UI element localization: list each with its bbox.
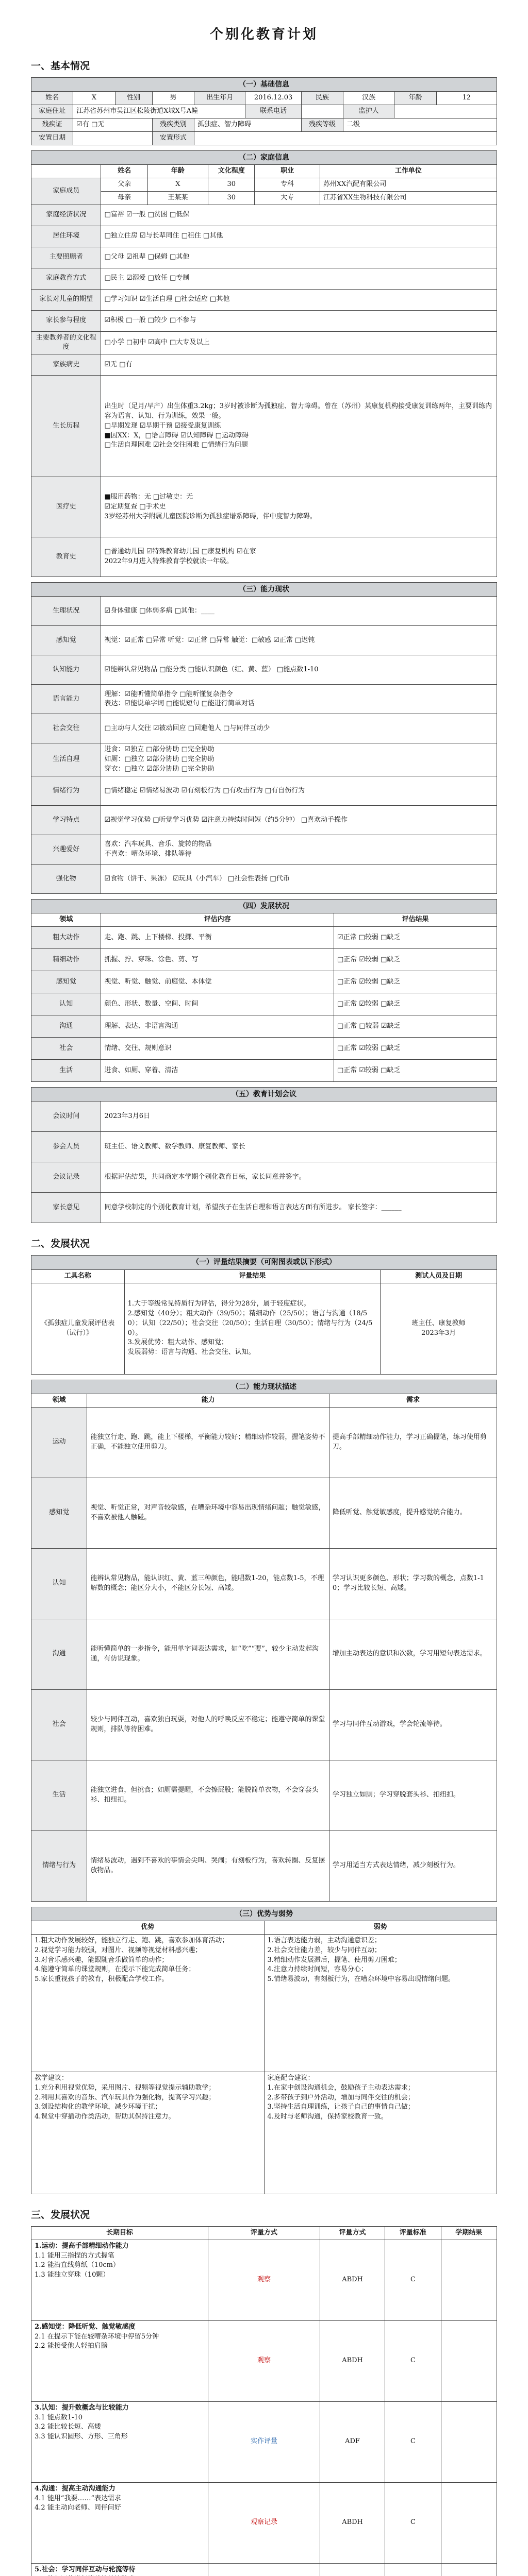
- ability-desc-band: （二）能力现状描述: [31, 1380, 497, 1394]
- family-items: [31, 205, 497, 376]
- value-disability-type: 孤独症、智力障碍: [194, 118, 302, 131]
- family-head: [31, 164, 497, 178]
- ability-desc-row: [31, 1831, 497, 1901]
- ability-desc-row: [31, 1619, 497, 1689]
- family-item-value: ☑积极 □一般 □较少 □不参与: [101, 310, 497, 331]
- assessment-content: 颜色、形状、数量、空间、时间: [101, 993, 334, 1015]
- long-term-goal: 4.沟通：提高主动沟通能力: [35, 2484, 116, 2493]
- goal-result: C: [385, 2320, 441, 2401]
- ability-item-label: 兴趣爱好: [31, 835, 101, 865]
- assessment-head-cell: 评估结果: [334, 913, 497, 927]
- ability-desc-head-cell: 领域: [31, 1394, 87, 1407]
- label-name: 姓名: [31, 92, 73, 105]
- eval-head: [31, 1269, 497, 1283]
- ability-desc-need: 提高手部精细动作能力，学习正确握笔，练习使用剪刀。: [329, 1407, 497, 1478]
- ability-item-value: □情绪稳定 ☑情绪易波动 ☑有刻板行为 □有攻击行为 □有自伤行为: [101, 776, 497, 806]
- goal-row: [31, 2563, 497, 2576]
- goal-text: [31, 2401, 208, 2482]
- family-item-value: □父母 ☑祖辈 □保姆 □其他: [101, 247, 497, 268]
- assessment-row: [31, 971, 497, 993]
- ability-desc-domain: 社会: [31, 1689, 87, 1760]
- meeting-item-value: 班主任、语文教师、数学教师、康复教师、家长: [101, 1132, 497, 1162]
- assessment-row: [31, 1038, 497, 1060]
- family-item-row: [31, 247, 497, 268]
- edu-label: 教育史: [31, 537, 101, 577]
- label-placement-form: 安置形式: [152, 131, 194, 145]
- edu-row: [31, 537, 497, 577]
- goal-text: [31, 2320, 208, 2401]
- assessment-content: 视觉、听觉、触觉、前庭觉、本体觉: [101, 971, 334, 993]
- assessment-result: □正常 ☑较弱 □缺乏: [334, 993, 497, 1015]
- ability-item-value: 进食：☑独立 □部分协助 □完全协助 如厕：□独立 ☑部分协助 □完全协助 穿衣：□独立 ☑部分协助 □完全协助: [101, 743, 497, 776]
- family-item-value: □民主 ☑溺爱 □放任 □专制: [101, 268, 497, 289]
- ability-desc-need: 学习与同伴互动游戏，学会轮流等待。: [329, 1689, 497, 1760]
- ability-item-row: [31, 685, 497, 714]
- ability-table: [31, 582, 497, 894]
- section-title-goals: 三、发展状况: [31, 2209, 90, 2221]
- assessment-row: [31, 1015, 497, 1038]
- meeting-band: （五）教育计划会议: [31, 1088, 497, 1101]
- value-disability-cert: ☑有 □无: [73, 118, 153, 131]
- eval-head-cell: 测试人员及日期: [381, 1269, 497, 1283]
- label-address: 家庭住址: [31, 105, 73, 118]
- label-guardian: 监护人: [343, 105, 394, 118]
- family-item-value: □学习知识 ☑生活自理 □社会适应 □其他: [101, 289, 497, 310]
- growth-label: 生长历程: [31, 376, 101, 477]
- family-head-cell: 工作单位: [320, 164, 497, 178]
- family-cell: 母亲: [101, 191, 147, 205]
- goal-result: C: [385, 2401, 441, 2482]
- ability-desc-need: 学习用适当方式表达情绪，减少刻板行为。: [329, 1831, 497, 1901]
- label-age: 年龄: [394, 92, 436, 105]
- family-item-label: 家长参与程度: [31, 310, 101, 331]
- ability-desc-head-cell: 需求: [329, 1394, 497, 1407]
- goal-method: 观察: [208, 2320, 320, 2401]
- assessment-content: 走、跑、跳、上下楼梯、投掷、平衡: [101, 927, 334, 949]
- eval-head-cell: 工具名称: [31, 1269, 125, 1283]
- meeting-item-label: 会议记录: [31, 1162, 101, 1193]
- ability-desc-domain: 生活: [31, 1760, 87, 1831]
- growth-text: 出生时（足月/早产）出生体重3.2kg；3岁时被诊断为孤独症、智力障碍。曾在（苏州）某康复机构接受康复训练两年，主要训练内容为语言、认知、行为训练，效果一般。 □早期发现 ☑早期干预 ☑接受康复训练 ■因XX：X，□语言障碍 ☑认知障碍 □运动障碍 □生活自理困难 ☑社会交往困难 □情绪行为问题: [101, 376, 497, 477]
- family-cell: 江苏省XX生物科技有限公司: [320, 191, 497, 205]
- assessment-domain: 沟通: [31, 1015, 101, 1038]
- value-age: 12: [436, 92, 497, 105]
- meeting-item-row: [31, 1162, 497, 1193]
- value-placement-form: [194, 131, 497, 145]
- goal-method: [208, 2563, 320, 2576]
- goals-rows: [31, 2240, 497, 2576]
- short-term-goals: 3.1 能点数1-10 3.2 能比较长短、高矮 3.3 能认识圆形、方形、三角形: [35, 2413, 128, 2441]
- family-head-cell: 年龄: [147, 164, 208, 178]
- ability-item-label: 情绪行为: [31, 776, 101, 806]
- goal-result: [385, 2563, 441, 2576]
- swot-strength: 1.粗大动作发展较好，能独立行走、跑、跳，喜欢参加体育活动； 2.视觉学习能力较强，对图片、视频等视觉材料感兴趣； 3.对音乐感兴趣，能跟随音乐做简单的动作； 4.能遵守简单的课堂规则，在提示下能完成简单任务； 5.家长重视孩子的教育，积极配合学校工作。: [31, 1934, 265, 2072]
- swot-band: （三）优势与弱势: [31, 1907, 497, 1921]
- ability-desc-domain: 感知觉: [31, 1478, 87, 1548]
- ability-item-row: [31, 597, 497, 626]
- family-suggestions: 家庭配合建议： 1.在家中创设沟通机会，鼓励孩子主动表达需求； 2.多带孩子到户外活动，增加与同伴交往的机会； 3.坚持生活自理训练，让孩子自己的事情自己做； 4.及时与老师沟通，保持家校教育一致。: [264, 2072, 497, 2194]
- ability-item-label: 认知能力: [31, 655, 101, 685]
- goals-head-cell: 长期目标: [31, 2226, 208, 2240]
- family-item-row: [31, 226, 497, 247]
- family-cell: 大专: [255, 191, 320, 205]
- medical-label: 医疗史: [31, 477, 101, 537]
- family-head-cell: [31, 164, 101, 178]
- family-member-row: [31, 178, 497, 191]
- value-disability-level: 二级: [343, 118, 497, 131]
- assessment-result: □正常 ☑较弱 □缺乏: [334, 1060, 497, 1082]
- family-item-label: 主要照顾者: [31, 247, 101, 268]
- goals-head-cell: 评量标准: [385, 2226, 441, 2240]
- meeting-item-row: [31, 1132, 497, 1162]
- ability-item-row: [31, 655, 497, 685]
- goal-result: C: [385, 2482, 441, 2563]
- goal-row: [31, 2482, 497, 2563]
- ability-item-row: [31, 776, 497, 806]
- assessment-domain: 生活: [31, 1060, 101, 1082]
- family-item-row: [31, 268, 497, 289]
- ability-desc-row: [31, 1689, 497, 1760]
- meeting-item-row: [31, 1193, 497, 1223]
- growth-row: [31, 376, 497, 477]
- family-item-label: 主要教养者的文化程度: [31, 331, 101, 354]
- goals-head-cell: 评量方式: [208, 2226, 320, 2240]
- assessment-content: 进食、如厕、穿着、清洁: [101, 1060, 334, 1082]
- value-name: X: [73, 92, 115, 105]
- value-guardian: [394, 105, 497, 118]
- basic-row-2: [31, 105, 497, 118]
- ability-desc-row: [31, 1407, 497, 1478]
- label-disability-cert: 残疾证: [31, 118, 73, 131]
- goal-standard: ABDH: [320, 2320, 385, 2401]
- goal-text: [31, 2563, 208, 2576]
- assessment-row: [31, 927, 497, 949]
- swot-head: [31, 1921, 497, 1935]
- family-head-cell: 职业: [255, 164, 320, 178]
- section-title-development: 二、发展状况: [31, 1238, 90, 1250]
- ability-item-label: 社会交往: [31, 714, 101, 743]
- eval-row: [31, 1283, 497, 1374]
- eval-result: 1.大于等级常见特质行为评估，得分为28分，属于轻度症状。 2.感知觉（40分）；粗大动作（39/50）；精细动作（25/50）；语言与沟通（18/50）；认知（22/50）；社会交往（20/50）；生活自理（30/50）；情绪与行为（24/50）。 3.发展优势：粗大动作、感知觉； 发展弱势：语言与沟通、社会交往、认知。: [124, 1283, 381, 1374]
- assessment-head-cell: 评估内容: [101, 913, 334, 927]
- long-term-goal: 3.认知：提升数概念与比较能力: [35, 2403, 129, 2412]
- ability-desc-domain: 沟通: [31, 1619, 87, 1689]
- assessment-domain: 感知觉: [31, 971, 101, 993]
- ability-desc-current: 情绪易波动，遇到不喜欢的事情会尖叫、哭闹；有刻板行为，喜欢转圈、反复摆放物品。: [87, 1831, 329, 1901]
- assessment-domain: 精细动作: [31, 949, 101, 971]
- label-birth: 出生年月: [194, 92, 245, 105]
- goals-head-cell: 评量方式: [320, 2226, 385, 2240]
- medical-text: ■服用药物：无 □过敏史：无 ☑定期复查 □手术史 3岁经苏州大学附属儿童医院诊断为孤独症谱系障碍，伴中度智力障碍。: [101, 477, 497, 537]
- ability-desc-row: [31, 1760, 497, 1831]
- ability-item-value: ☑能辨认常见物品 □能分类 □能认识颜色（红、黄、蓝） □能点数1-10: [101, 655, 497, 685]
- goal-standard: ABDH: [320, 2240, 385, 2320]
- family-item-row: [31, 289, 497, 310]
- goal-note: [441, 2563, 497, 2576]
- ability-desc-need: 降低听觉、触觉敏感度，提升感觉统合能力。: [329, 1478, 497, 1548]
- family-item-value: □小学 □初中 ☑高中 □大专及以上: [101, 331, 497, 354]
- ability-desc-head: [31, 1394, 497, 1407]
- goal-standard: ADF: [320, 2401, 385, 2482]
- meeting-table: [31, 1087, 497, 1223]
- assessment-content: 情绪、交往、规则意识: [101, 1038, 334, 1060]
- assessment-head-cell: 领域: [31, 913, 101, 927]
- swot-weakness: 1.语言表达能力弱，主动沟通意识差； 2.社会交往能力差，较少与同伴互动； 3.精细动作发展滞后，握笔、使用剪刀困难； 4.注意力持续时间短，容易分心； 5.情绪易波动，有刻板行为，在嘈杂环境中容易出现情绪问题。: [264, 1934, 497, 2072]
- assessment-result: □正常 ☑较弱 □缺乏: [334, 971, 497, 993]
- ability-desc-row: [31, 1548, 497, 1619]
- swot-head-strength: 优势: [31, 1921, 265, 1935]
- family-item-label: 居住环境: [31, 226, 101, 247]
- meeting-item-label: 会议时间: [31, 1101, 101, 1132]
- assessment-result: □正常 □较弱 ☑缺乏: [334, 1015, 497, 1038]
- ability-item-value: 视觉：☑正常 □异常 听觉：☑正常 □异常 触觉：□敏感 ☑正常 □迟钝: [101, 626, 497, 655]
- basic-row-4: [31, 131, 497, 145]
- family-cell: 王某某: [147, 191, 208, 205]
- family-cell: 30: [208, 191, 255, 205]
- page-title: 个别化教育计划: [209, 27, 318, 42]
- goal-method: 观察记录: [208, 2482, 320, 2563]
- ability-desc-current: 能独立进食，但挑食；如厕需提醒，不会擦屁股；能脱简单衣物，不会穿套头衫、扣纽扣。: [87, 1760, 329, 1831]
- family-item-value: ☑无 □有: [101, 354, 497, 376]
- family-table: [31, 150, 497, 578]
- ability-desc-domain: 认知: [31, 1548, 87, 1619]
- goal-note: [441, 2401, 497, 2482]
- meeting-item-row: [31, 1101, 497, 1132]
- assessment-result: □正常 ☑较弱 □缺乏: [334, 1038, 497, 1060]
- value-ethnicity: 汉族: [343, 92, 394, 105]
- assessment-row: [31, 949, 497, 971]
- family-item-label: 家庭经济状况: [31, 205, 101, 226]
- label-disability-level: 残疾等级: [301, 118, 343, 131]
- value-phone: [301, 105, 343, 118]
- assessment-domain: 认知: [31, 993, 101, 1015]
- goal-text: [31, 2240, 208, 2320]
- ability-item-value: ☑身体健康 □体弱多病 □其他：____: [101, 597, 497, 626]
- ability-desc-need: 学习独立如厕；学习穿脱套头衫、扣纽扣。: [329, 1760, 497, 1831]
- value-gender: 男: [152, 92, 194, 105]
- swot-row: [31, 1934, 497, 2072]
- goal-standard: [320, 2563, 385, 2576]
- label-ethnicity: 民族: [301, 92, 343, 105]
- family-item-label: 家族病史: [31, 354, 101, 376]
- goals-head-cell: 学期结果: [441, 2226, 497, 2240]
- ability-item-value: 喜欢：汽车玩具、音乐、旋转的物品 不喜欢：嘈杂环境、排队等待: [101, 835, 497, 865]
- goal-standard: ABDH: [320, 2482, 385, 2563]
- ability-item-row: [31, 865, 497, 894]
- family-band: （二）家庭信息: [31, 150, 497, 164]
- goal-row: [31, 2320, 497, 2401]
- swot-row: [31, 2072, 497, 2194]
- goal-method: 实作评量: [208, 2401, 320, 2482]
- value-birth: 2016.12.03: [245, 92, 301, 105]
- family-cell: 父亲: [101, 178, 147, 191]
- long-term-goal: 5.社会：学习同伴互动与轮流等待: [35, 2565, 136, 2573]
- family-head-cell: 姓名: [101, 164, 147, 178]
- meeting-items: [31, 1101, 497, 1223]
- value-address: 江苏省苏州市吴江区松陵街道X城X号A幢: [73, 105, 245, 118]
- long-term-goal: 1.运动：提高手部精细动作能力: [35, 2242, 129, 2250]
- family-item-label: 家庭教育方式: [31, 268, 101, 289]
- goal-note: [441, 2320, 497, 2401]
- assessment-head: [31, 913, 497, 927]
- goal-method: 观察: [208, 2240, 320, 2320]
- assessment-table: [31, 899, 497, 1082]
- family-item-value: □独立住房 ☑与长辈同住 □租住 □其他: [101, 226, 497, 247]
- family-item-label: 家长对儿童的期望: [31, 289, 101, 310]
- ability-desc-head-cell: 能力: [87, 1394, 329, 1407]
- ability-item-row: [31, 835, 497, 865]
- evaluation-table: [31, 1255, 497, 1374]
- family-cell: 专科: [255, 178, 320, 191]
- ability-desc-table: [31, 1380, 497, 1902]
- goal-note: [441, 2482, 497, 2563]
- ability-item-label: 感知觉: [31, 626, 101, 655]
- ability-item-row: [31, 743, 497, 776]
- assessment-result: ☑正常 □较弱 □缺乏: [334, 927, 497, 949]
- ability-item-label: 生理状况: [31, 597, 101, 626]
- swot-table: [31, 1907, 497, 2194]
- family-item-value: □富裕 ☑一般 □贫困 □低保: [101, 205, 497, 226]
- eval-tester: 班主任、康复教师 2023年3月: [381, 1283, 497, 1374]
- short-term-goals: 1.1 能用三指捏的方式握笔 1.2 能沿直线剪纸（10cm） 1.3 能独立穿珠（10颗）: [35, 2251, 120, 2279]
- ability-desc-current: 能独立行走、跑、跳，能上下楼梯，平衡能力较好；精细动作较弱，握笔姿势不正确，不能独立使用剪刀。: [87, 1407, 329, 1478]
- ability-item-value: □主动与人交往 ☑被动回应 □回避他人 □与同伴互动少: [101, 714, 497, 743]
- ability-item-row: [31, 714, 497, 743]
- meeting-item-value: 2023年3月6日: [101, 1101, 497, 1132]
- assessment-domain: 粗大动作: [31, 927, 101, 949]
- family-item-row: [31, 310, 497, 331]
- family-head-cell: 文化程度: [208, 164, 255, 178]
- family-item-row: [31, 331, 497, 354]
- ability-desc-rows: [31, 1407, 497, 1901]
- assessment-row: [31, 1060, 497, 1082]
- ability-desc-current: 视觉、听觉正常，对声音较敏感，在嘈杂环境中容易出现情绪问题；触觉敏感，不喜欢被他人触碰。: [87, 1478, 329, 1548]
- assessment-content: 抓握、拧、穿珠、涂色、剪、写: [101, 949, 334, 971]
- section-title-basic: 一、基本情况: [31, 60, 90, 72]
- meeting-item-label: 参会人员: [31, 1132, 101, 1162]
- short-term-goals: 2.1 在提示下能在较嘈杂环境中停留5分钟 2.2 能接受他人轻拍肩膀: [35, 2332, 159, 2350]
- family-cell: X: [147, 178, 208, 191]
- long-term-goal: 2.感知觉：降低听觉、触觉敏感度: [35, 2323, 136, 2331]
- ability-item-value: ☑食物（饼干、果冻） ☑玩具（小汽车） □社会性表扬 □代币: [101, 865, 497, 894]
- meeting-item-value: 同意学校制定的个别化教育计划，希望孩子在生活自理和语言表达方面有所进步。 家长签字：______: [101, 1193, 497, 1223]
- label-phone: 联系电话: [245, 105, 301, 118]
- medical-row: [31, 477, 497, 537]
- assessment-rows: [31, 927, 497, 1082]
- ability-items: [31, 597, 497, 894]
- ability-desc-need: 学习认识更多颜色、形状；学习数的概念，点数1-10；学习比较长短、高矮。: [329, 1548, 497, 1619]
- edu-text: □普通幼儿园 ☑特殊教育幼儿园 □康复机构 ☑在家 2022年9月进入特殊教育学校就读一年级。: [101, 537, 497, 577]
- eval-tool: 《孤独症儿童发展评估表（试行）》: [31, 1283, 125, 1374]
- family-cell: 30: [208, 178, 255, 191]
- meeting-item-label: 家长意见: [31, 1193, 101, 1223]
- eval-band: （一）评量结果摘要（可附图表或以下形式）: [31, 1256, 497, 1269]
- basic-row-3: [31, 118, 497, 131]
- ability-desc-current: 能辨认常见物品，能认识红、黄、蓝三种颜色，能唱数1-20，能点数1-5，不理解数的概念；能区分大小，不能区分长短、高矮。: [87, 1548, 329, 1619]
- basic-band: （一）基础信息: [31, 78, 497, 92]
- swot-head-weakness: 弱势: [264, 1921, 497, 1935]
- ability-desc-row: [31, 1478, 497, 1548]
- value-placement-date: [73, 131, 153, 145]
- label-disability-type: 残疾类别: [152, 118, 194, 131]
- ability-band: （三）能力现状: [31, 583, 497, 597]
- ability-item-row: [31, 806, 497, 835]
- short-term-goals: 4.1 能用“我要……”表达需求 4.2 能主动向老师、同伴问好: [35, 2494, 122, 2512]
- basic-row-1: [31, 92, 497, 105]
- assessment-domain: 社会: [31, 1038, 101, 1060]
- goal-result: C: [385, 2240, 441, 2320]
- goal-row: [31, 2240, 497, 2320]
- ability-item-row: [31, 626, 497, 655]
- goals-head: [31, 2226, 497, 2240]
- goal-text: [31, 2482, 208, 2563]
- goal-row: [31, 2401, 497, 2482]
- family-cell: 苏州XX汽配有限公司: [320, 178, 497, 191]
- teaching-suggestions: 教学建议： 1.充分利用视觉优势，采用图片、视频等视觉提示辅助教学； 2.利用其喜欢的音乐、汽车玩具作为强化物，提高学习兴趣； 3.创设结构化的教学环境，减少环境干扰； 4.课堂中穿插动作类活动，帮助其保持注意力。: [31, 2072, 265, 2194]
- ability-item-value: 理解：☑能听懂简单指令 □能听懂复杂指令 表达：☑能说单字词 □能说短句 □能进行简单对话: [101, 685, 497, 714]
- ability-item-label: 强化物: [31, 865, 101, 894]
- family-member-label: 家庭成员: [31, 178, 101, 205]
- assessment-band: （四）发展状况: [31, 900, 497, 913]
- goals-table: [31, 2226, 497, 2576]
- label-gender: 性别: [115, 92, 152, 105]
- label-placement-date: 安置日期: [31, 131, 73, 145]
- assessment-content: 理解、表达、非语言沟通: [101, 1015, 334, 1038]
- ability-item-value: ☑视觉学习优势 □听觉学习优势 ☑注意力持续时间短（约5分钟） □喜欢动手操作: [101, 806, 497, 835]
- ability-desc-need: 增加主动表达的意识和次数，学习用短句表达需求。: [329, 1619, 497, 1689]
- ability-item-label: 学习特点: [31, 806, 101, 835]
- basic-info-table: [31, 77, 497, 145]
- eval-head-cell: 评量结果: [124, 1269, 381, 1283]
- family-member-row: [31, 191, 497, 205]
- ability-desc-current: 较少与同伴互动，喜欢独自玩耍，对他人的呼唤反应不稳定；能遵守简单的课堂规则，排队等待困难。: [87, 1689, 329, 1760]
- meeting-item-value: 根据评估结果，共同商定本学期个别化教育目标，家长同意并签字。: [101, 1162, 497, 1193]
- family-item-row: [31, 354, 497, 376]
- assessment-result: □正常 ☑较弱 □缺乏: [334, 949, 497, 971]
- ability-desc-domain: 运动: [31, 1407, 87, 1478]
- ability-desc-current: 能听懂简单的一步指令，能用单字词表达需求，如“吃”“要”，较少主动发起沟通，有仿说现象。: [87, 1619, 329, 1689]
- ability-desc-domain: 情绪与行为: [31, 1831, 87, 1901]
- ability-item-label: 语言能力: [31, 685, 101, 714]
- ability-item-label: 生活自理: [31, 743, 101, 776]
- assessment-row: [31, 993, 497, 1015]
- family-item-row: [31, 205, 497, 226]
- goal-note: [441, 2240, 497, 2320]
